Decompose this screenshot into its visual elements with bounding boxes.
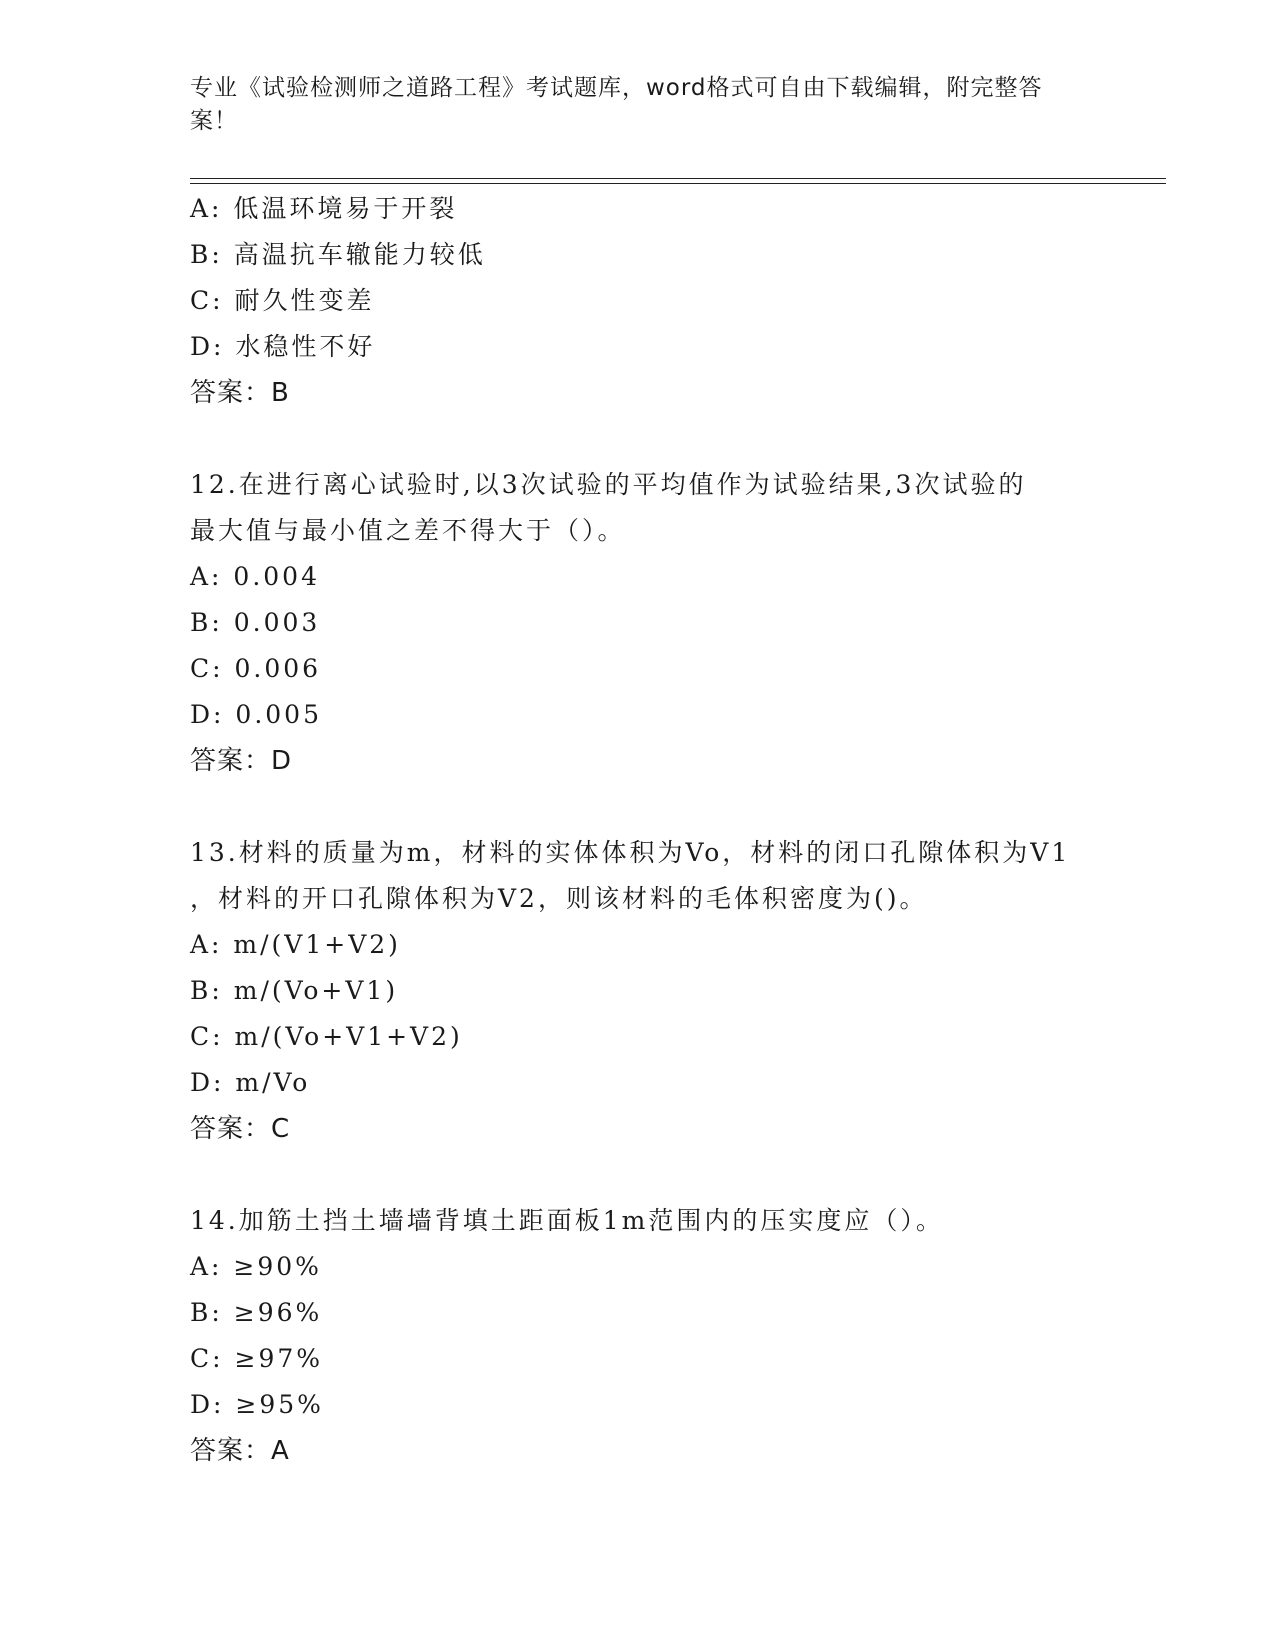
option-c: C: m/(Vo+V1+V2) — [190, 1022, 463, 1051]
header-line-1: 专业《试验检测师之道路工程》考试题库，word格式可自由下载编辑，附完整答 — [190, 75, 1043, 101]
option-a: A: 低温环境易于开裂 — [190, 194, 458, 223]
option-c: C: ≥97% — [190, 1344, 324, 1373]
spacer — [190, 784, 1110, 830]
option-b: B: m/(Vo+V1) — [190, 976, 399, 1005]
question-13 — [190, 830, 1110, 1152]
option-d: D: 0.005 — [190, 700, 322, 729]
option-b: B: ≥96% — [190, 1298, 323, 1327]
option-d: D: ≥95% — [190, 1390, 324, 1419]
question-list — [190, 186, 1110, 1474]
header-line-2: 案！ — [190, 108, 238, 134]
option-d: D: m/Vo — [190, 1068, 311, 1097]
option-b: B: 0.003 — [190, 608, 321, 637]
option-b: B: 高温抗车辙能力较低 — [190, 240, 486, 269]
answer-line: 答案：A — [190, 1436, 290, 1466]
document-header — [190, 72, 1090, 138]
question-text-line-1: 14.加筋土挡土墙墙背填土距面板1m范围内的压实度应（）。 — [190, 1206, 944, 1235]
option-d: D: 水稳性不好 — [190, 332, 376, 361]
answer-line: 答案：C — [190, 1114, 291, 1144]
question-12 — [190, 462, 1110, 784]
question-text-line-2: 最大值与最小值之差不得大于（）。 — [190, 516, 626, 545]
question-text-line-2: ，材料的开口孔隙体积为V2，则该材料的毛体积密度为()。 — [190, 884, 928, 913]
answer-line: 答案：D — [190, 746, 293, 776]
question-text-line-1: 12.在进行离心试验时,以3次试验的平均值作为试验结果,3次试验的 — [190, 470, 1027, 499]
option-a: A: 0.004 — [190, 562, 320, 591]
option-c: C: 0.006 — [190, 654, 322, 683]
option-a: A: ≥90% — [190, 1252, 322, 1281]
spacer — [190, 1152, 1110, 1198]
question-14 — [190, 1198, 1110, 1474]
question-11 — [190, 186, 1110, 416]
spacer — [190, 416, 1110, 462]
header-divider-bottom — [190, 183, 1166, 184]
header-divider-top — [190, 178, 1166, 179]
option-a: A: m/(V1+V2) — [190, 930, 401, 959]
question-text-line-1: 13.材料的质量为m，材料的实体体积为Vo，材料的闭口孔隙体积为V1 — [190, 838, 1071, 867]
answer-line: 答案：B — [190, 378, 290, 408]
option-c: C: 耐久性变差 — [190, 286, 375, 315]
